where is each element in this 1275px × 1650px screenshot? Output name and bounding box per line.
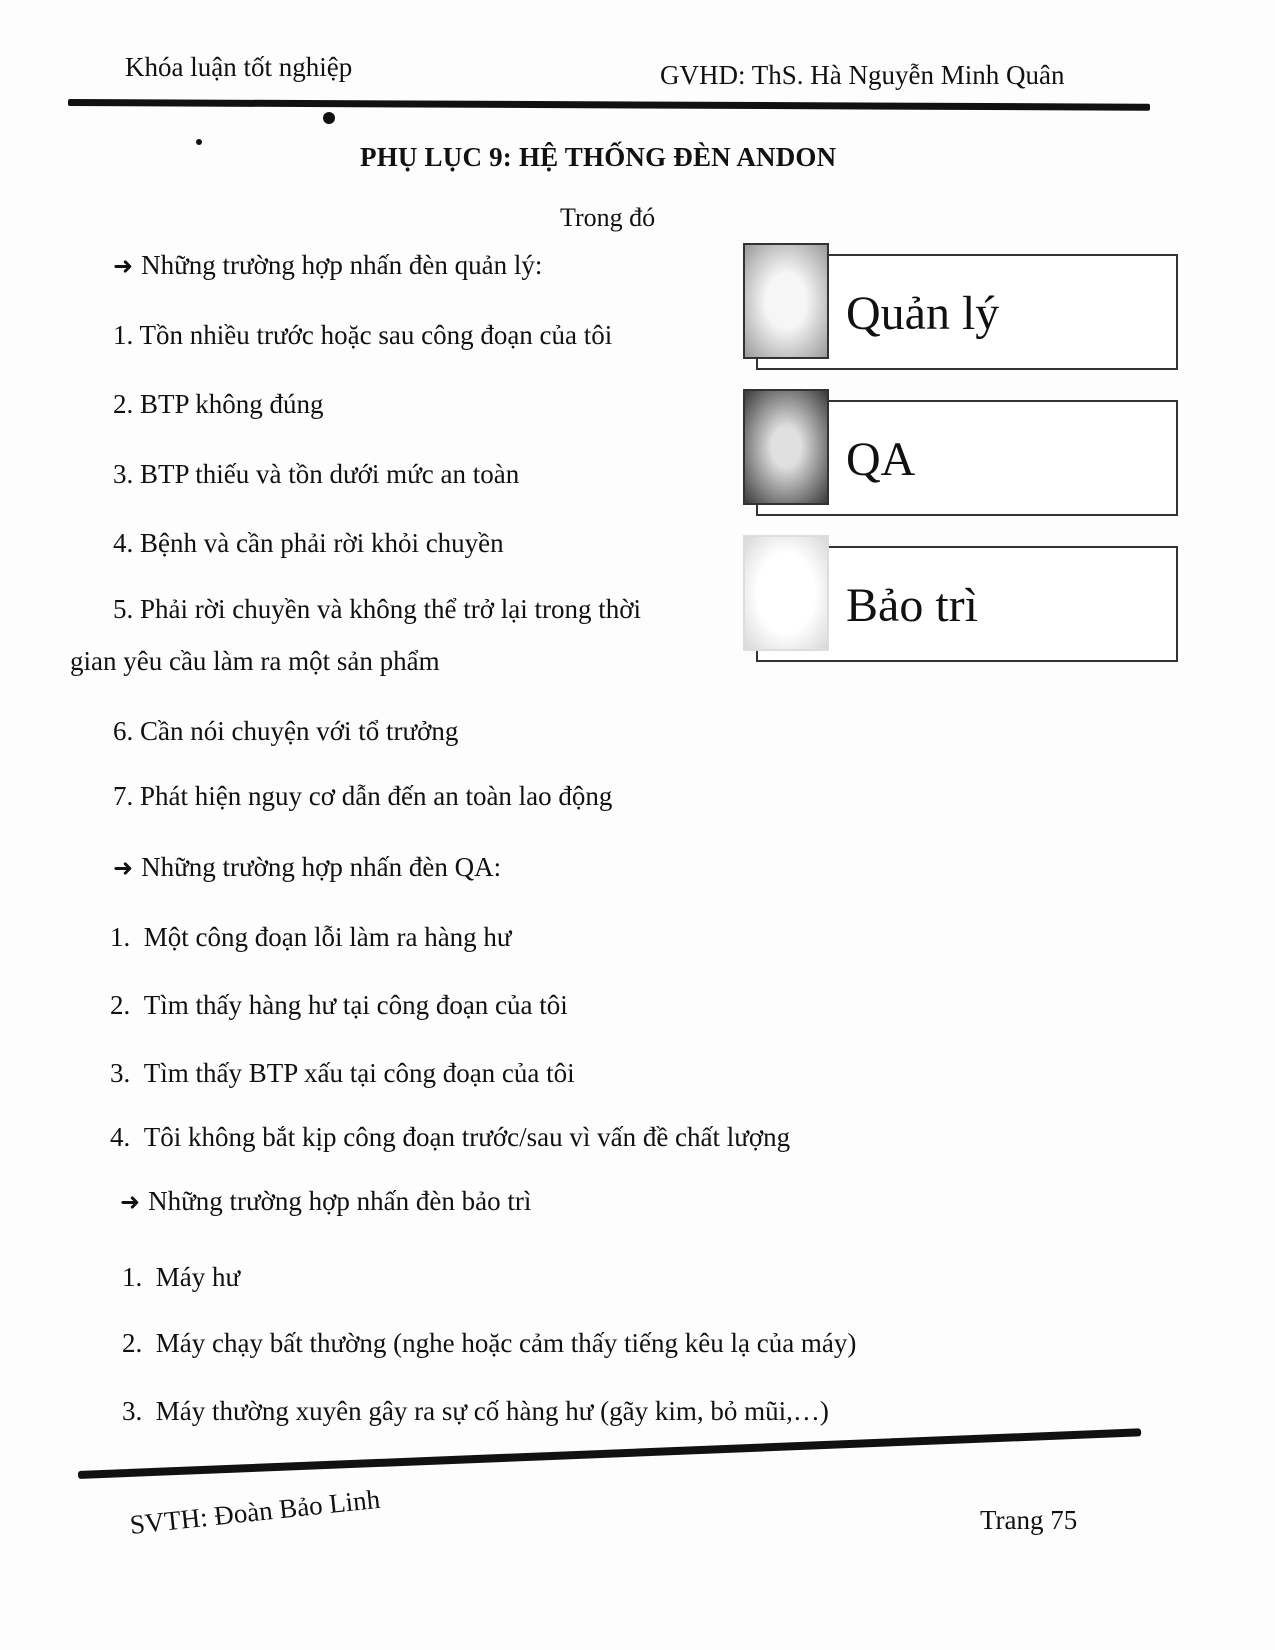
- legend-shadow: [756, 368, 1176, 370]
- list-item: 3. Máy thường xuyên gây ra sự cố hàng hư (gãy kim, bỏ mũi,…): [122, 1396, 829, 1426]
- section-heading-baotri: ➜ Những trường hợp nhấn đèn bảo trì: [120, 1186, 532, 1216]
- page-number: Trang 75: [980, 1505, 1078, 1535]
- section-heading-qa: ➜ Những trường hợp nhấn đèn QA:: [113, 852, 502, 882]
- list-item-continuation: gian yêu cầu làm ra một sản phẩm: [70, 646, 440, 676]
- header-right: GVHD: ThS. Hà Nguyễn Minh Quân: [660, 60, 1065, 90]
- list-item: 4. Bệnh và cần phải rời khỏi chuyền: [113, 528, 504, 558]
- list-item: 1. Một công đoạn lỗi làm ra hàng hư: [110, 922, 512, 952]
- list-item: 2. BTP không đúng: [113, 389, 324, 419]
- footer-rule: [78, 1428, 1141, 1479]
- list-item: 2. Máy chạy bất thường (nghe hoặc cảm thấy tiếng kêu lạ của máy): [122, 1328, 857, 1358]
- scan-dot: [323, 112, 335, 124]
- list-item: 3. Tìm thấy BTP xấu tại công đoạn của tôi: [110, 1058, 575, 1088]
- list-item: 4. Tôi không bắt kịp công đoạn trước/sau vì vấn đề chất lượng: [110, 1122, 791, 1152]
- arrow-down-icon: ➜: [113, 254, 134, 280]
- footer-left: SVTH: Đoàn Bảo Linh: [128, 1483, 382, 1540]
- list-item: 2. Tìm thấy hàng hư tại công đoạn của tôi: [110, 990, 568, 1020]
- legend-label-qa: QA: [846, 433, 916, 486]
- section-heading-quanly: ➜ Những trường hợp nhấn đèn quản lý:: [113, 250, 543, 280]
- arrow-down-icon: ➜: [120, 1190, 141, 1216]
- scan-dot: [196, 139, 202, 145]
- legend-label-baotri: Bảo trì: [846, 579, 978, 632]
- legend-shadow: [756, 514, 1176, 516]
- andon-lamp-baotri: [743, 535, 829, 651]
- page-subtitle: Trong đó: [560, 203, 656, 232]
- list-item: 3. BTP thiếu và tồn dưới mức an toàn: [113, 459, 520, 489]
- header-rule: [68, 99, 1150, 111]
- list-item: 1. Máy hư: [122, 1262, 241, 1292]
- legend-label-quanly: Quản lý: [846, 287, 1000, 340]
- header-left: Khóa luận tốt nghiệp: [125, 52, 353, 82]
- list-item: 1. Tồn nhiều trước hoặc sau công đoạn của tôi: [113, 320, 613, 350]
- list-item: 5. Phải rời chuyền và không thể trở lại trong thời: [113, 594, 641, 624]
- list-item: 7. Phát hiện nguy cơ dẫn đến an toàn lao động: [113, 781, 613, 811]
- list-item: 6. Cần nói chuyện với tổ trưởng: [113, 716, 459, 746]
- andon-lamp-quanly: [743, 243, 829, 359]
- arrow-down-icon: ➜: [113, 856, 134, 882]
- legend-shadow: [756, 660, 1176, 662]
- page-title: PHỤ LỤC 9: HỆ THỐNG ĐÈN ANDON: [360, 142, 837, 172]
- andon-lamp-qa: [743, 389, 829, 505]
